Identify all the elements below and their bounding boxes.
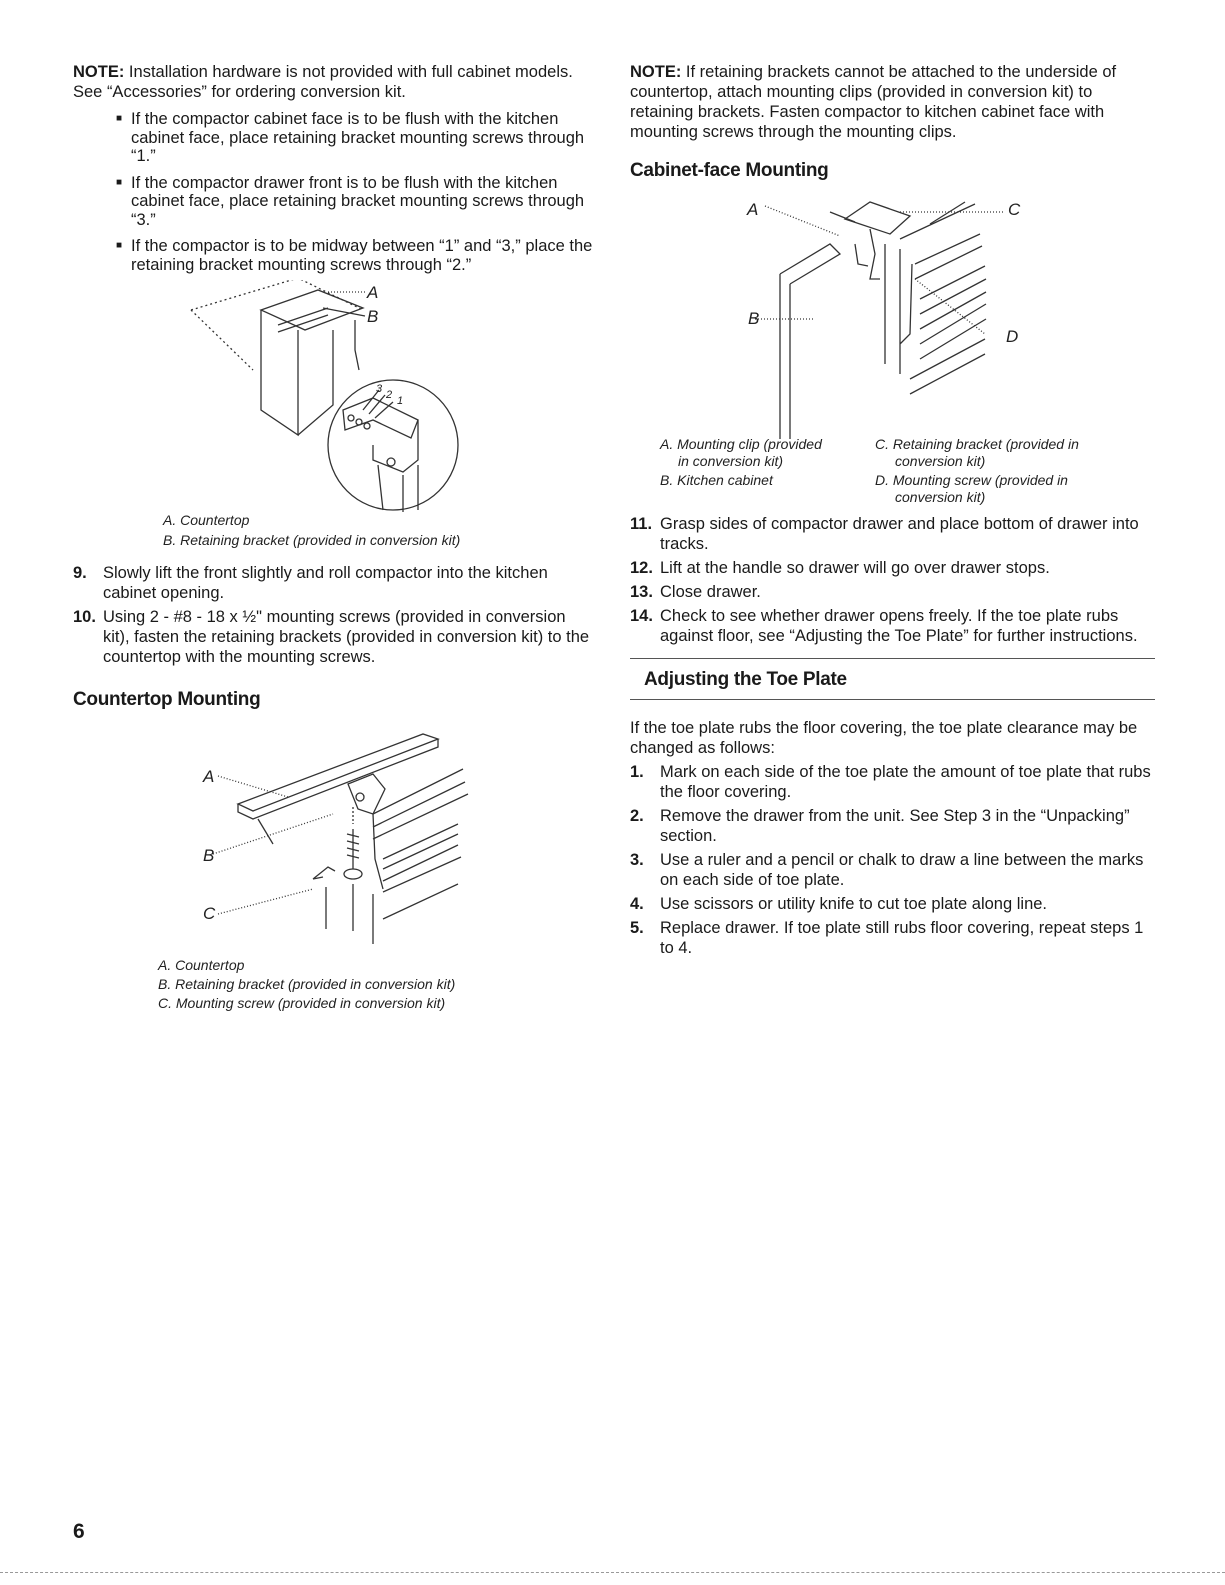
caption-line: B. Retaining bracket (provided in conversion kit) (163, 532, 461, 548)
heading-adjusting-toe-plate: Adjusting the Toe Plate (644, 669, 847, 690)
step-item: 12. Lift at the handle so drawer will go over drawer stops. (630, 559, 1050, 577)
bracket-illustration (73, 280, 593, 530)
step-item: 14. Check to see whether drawer opens freely. If the toe plate rubs against floor, see “Adjusting the Toe Plate” for further instructions. (630, 607, 1138, 645)
fig2-label-a: A (203, 767, 215, 786)
step-item: 5. Replace drawer. If toe plate still rubs floor covering, repeat steps 1 to 4. (630, 919, 1144, 957)
caption-line: in conversion kit) (678, 453, 784, 469)
step-item: 3. Use a ruler and a pencil or chalk to draw a line between the marks on each side of toe plate. (630, 851, 1144, 889)
caption-line: conversion kit) (895, 453, 986, 469)
caption-line: B. Retaining bracket (provided in conversion kit) (158, 976, 456, 992)
page-number: 6 (73, 1520, 85, 1543)
steps-right (630, 514, 1155, 646)
caption-line: B. Kitchen cabinet (660, 472, 773, 488)
heading-cabinet-face-mounting: Cabinet-face Mounting (630, 160, 829, 181)
fig1-hole-1: 1 (397, 395, 404, 407)
page-bottom-border (0, 1572, 1225, 1573)
caption-line: A. Mounting clip (provided (660, 436, 822, 452)
right-column (630, 62, 1155, 958)
fig1-label-a: A (367, 283, 379, 302)
fig1-label-b: B (367, 307, 379, 326)
fig2-label-b: B (203, 846, 215, 865)
fig3-label-c: C (1008, 200, 1021, 219)
fig3-caption (630, 436, 1155, 506)
note-text: Installation hardware is not provided with full cabinet models. See “Accessories” for ordering conversion kit. (73, 63, 573, 101)
caption-line: C. Mounting screw (provided in conversion kit) (158, 995, 446, 1011)
fig3-label-b: B (748, 309, 760, 328)
note-label: NOTE: (73, 63, 125, 81)
section-rule-bottom (630, 699, 1155, 700)
step-item: 13. Close drawer. (630, 583, 761, 601)
figure-retaining-bracket (73, 280, 593, 530)
fig1-hole-3: 3 (376, 383, 383, 395)
note-text: If retaining brackets cannot be attached to the underside of countertop, attach mounting clips (provided in conversion kit) to retaining brackets. Fasten compactor to kitchen cabinet face with mounting screws through the mounting clips. (630, 63, 1117, 141)
caption-line: A. Countertop (158, 957, 245, 973)
step-item: 2. Remove the drawer from the unit. See Step 3 in the “Unpacking” section. (630, 807, 1130, 845)
bullet-item: ■ If the compactor cabinet face is to be flush with the kitchen cabinet face, place retaining bracket mounting screws through “1.” (73, 110, 593, 166)
caption-line: D. Mounting screw (provided in (875, 472, 1068, 488)
steps-left (73, 563, 593, 667)
fig1-hole-2: 2 (386, 389, 393, 401)
bullet-item: ■ If the compactor is to be midway between “1” and “3,” place the retaining bracket mounting screws through “2.” (73, 237, 593, 274)
step-item: 1. Mark on each side of the toe plate the amount of toe plate that rubs the floor covering. (630, 763, 1151, 801)
note-paragraph (73, 62, 593, 102)
caption-line: C. Retaining bracket (provided in (875, 436, 1079, 452)
fig3-label-a: A (747, 200, 759, 219)
step-item: 10. Using 2 - #8 - 18 x ½" mounting screws (provided in conversion kit), fasten the retaining brackets (provided in conversion kit) to the countertop with the mounting screws. (73, 608, 590, 666)
heading-countertop-mounting: Countertop Mounting (73, 689, 261, 710)
section-rule-top (630, 658, 1155, 659)
fig2-label-c: C (203, 904, 216, 923)
note-paragraph-right (630, 62, 1155, 142)
steps-toe-plate (630, 762, 1155, 958)
fig3-caption-left (660, 436, 822, 489)
figure-cabinet-face-mounting (630, 184, 1155, 444)
cabinet-face-illustration (630, 184, 1155, 444)
toe-plate-intro: If the toe plate rubs the floor covering, the toe plate clearance may be changed as follows: (630, 719, 1138, 757)
bullet-item: ■ If the compactor drawer front is to be flush with the kitchen cabinet face, place retaining bracket mounting screws through “3.” (73, 174, 593, 230)
fig3-label-d: D (1006, 327, 1019, 346)
step-item: 4. Use scissors or utility knife to cut toe plate along line. (630, 895, 1048, 913)
countertop-illustration (73, 719, 593, 969)
note-label: NOTE: (630, 63, 682, 81)
left-column (73, 62, 593, 1012)
step-item: 9. Slowly lift the front slightly and roll compactor into the kitchen cabinet opening. (73, 564, 548, 602)
fig3-caption-right (875, 436, 1079, 506)
caption-line: conversion kit) (895, 489, 986, 505)
caption-line: A. Countertop (163, 512, 250, 528)
figure-countertop-mounting (73, 719, 593, 969)
step-item: 11. Grasp sides of compactor drawer and place bottom of drawer into tracks. (630, 515, 1139, 553)
